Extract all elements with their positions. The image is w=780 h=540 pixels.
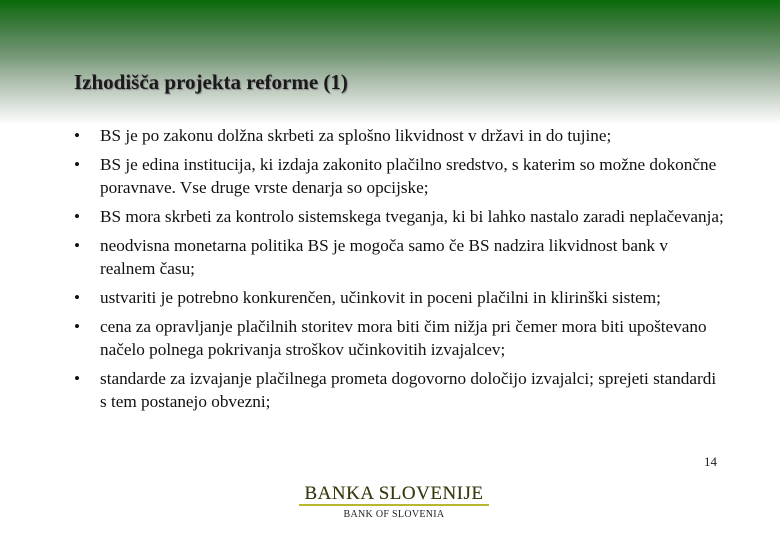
bullet-text: BS mora skrbeti za kontrolo sistemskega tveganja, ki bi lahko nastalo zaradi neplačevanja;: [100, 207, 724, 226]
bullet-icon: •: [74, 317, 81, 336]
list-item: [74, 205, 724, 228]
bullet-text: BS je edina institucija, ki izdaja zakonito plačilno sredstvo, s katerim so možne dokončne poravnave. Vse druge vrste denarja so opcijske;: [100, 155, 717, 197]
header-gradient: [0, 0, 780, 125]
list-item: [74, 315, 724, 361]
list-item: [74, 367, 724, 413]
bullet-text: standarde za izvajanje plačilnega prometa dogovorno določijo izvajalci; sprejeti standardi s tem postanejo obvezni;: [100, 369, 717, 411]
bullet-icon: •: [74, 288, 81, 307]
bullet-icon: •: [74, 207, 81, 226]
bullet-icon: •: [74, 155, 81, 174]
list-item: [74, 234, 724, 280]
bullet-icon: •: [74, 369, 81, 388]
logo-subtitle: BANK OF SLOVENIA: [343, 509, 445, 520]
list-item: [74, 153, 724, 199]
page-number: 14: [704, 454, 717, 469]
bullet-text: cena za opravljanje plačilnih storitev mora biti čim nižja pri čemer mora biti upoštevano načelo polnega pokrivanja stroškov učinkovitih izvajalcev;: [100, 317, 707, 359]
bullet-icon: •: [74, 236, 81, 255]
bullet-list: [74, 124, 724, 419]
bullet-text: neodvisna monetarna politika BS je mogoča samo če BS nadzira likvidnost bank v realnem času;: [100, 236, 669, 278]
slide-title: Izhodišča projekta reforme (1): [74, 70, 348, 94]
bullet-text: ustvariti je potrebno konkurenčen, učinkovit in poceni plačilni in klirinški sistem;: [100, 288, 661, 307]
list-item: [74, 124, 724, 147]
bullet-icon: •: [74, 126, 81, 145]
logo-title: BANKA SLOVENIJE: [299, 484, 489, 506]
list-item: [74, 286, 724, 309]
bank-logo: [299, 484, 489, 520]
bullet-text: BS je po zakonu dolžna skrbeti za splošno likvidnost v državi in do tujine;: [100, 126, 612, 145]
